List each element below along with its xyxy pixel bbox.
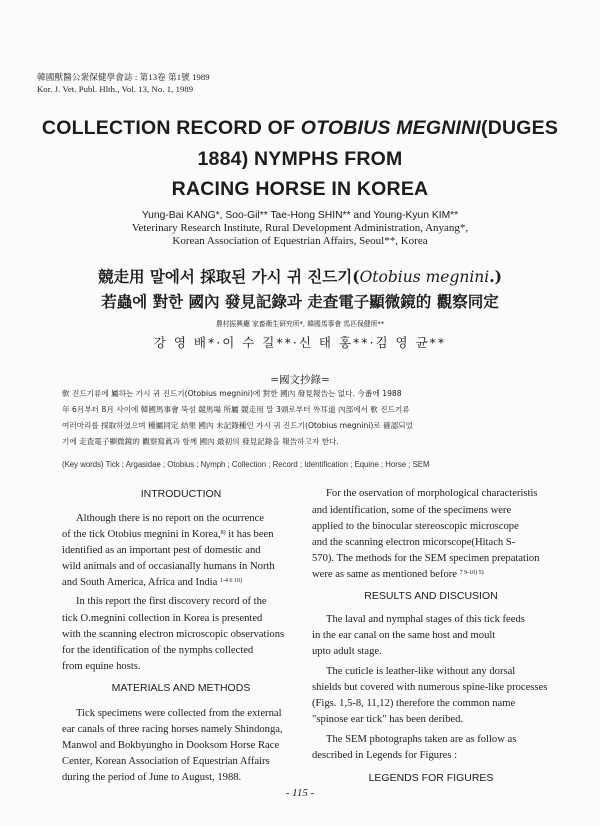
results-line: in the ear canal on the same host and moult (312, 630, 496, 641)
intro-line: tick O.megnini collection in Korea is presented (62, 613, 263, 624)
methods-line: Tick specimens were collected from the external (76, 708, 282, 719)
methods-line: ear canals of three racing horses namely Shindonga, (62, 724, 283, 735)
results-line: The cuticle is leather-like without any dorsal (326, 666, 516, 677)
author-list: Yung-Bai KANG*, Soo-Gil** Tae-Hong SHIN** and Young-Kyun KIM** (141, 210, 459, 221)
methods-cont-line: 570). The methods for the SEM specimen prepatation (312, 553, 540, 564)
methods-cont-line: applied to the binocular stereoscopic microscope (312, 521, 519, 532)
intro-line: wild animals and of occasianally humans in North (62, 561, 275, 572)
intro-line: from equine hosts. (62, 661, 141, 672)
journal-citation: Kor. J. Vet. Publ. Hlth., Vol. 13, No. 1, 1989 (37, 84, 194, 94)
korean-title-line-1: 競走用 말에서 採取된 가시 귀 진드기(Otobius megnini.) (98, 267, 502, 286)
methods-cont-line: For the oservation of morphological characteristis (326, 488, 538, 499)
methods-line: during the period of June to August, 1988. (62, 772, 242, 783)
results-heading: RESULTS AND DISCUSION (364, 590, 498, 602)
korean-author-list: 강 영 배*·이 수 길**·신 태 홍**·김 영 균** (153, 335, 447, 350)
results-line: described in Legends for Figures : (312, 750, 458, 761)
korean-abstract-heading: =國文抄錄= (270, 374, 330, 386)
korean-abstract-line-3: 여러마리를 採取하였으며 種屬同定 結果 國內 未記錄種인 가시 귀 진드기(Otobius megnini)로 確認되었 (62, 421, 413, 430)
results-line: "spinose ear tick" has been deribed. (312, 714, 464, 725)
affiliation-line-2: Korean Association of Equestrian Affairs, Seoul**, Korea (172, 235, 428, 247)
methods-heading: MATERIALS AND METHODS (111, 682, 251, 694)
results-line: shields but covered with numerous spine-like processes (312, 682, 548, 693)
results-line: The laval and nymphal stages of this tick feeds (326, 614, 525, 625)
results-line: (Figs. 1,5-8, 11,12) therefore the common name (312, 698, 516, 709)
journal-name-korean: 韓國獸醫公衆保健學會誌 : 第13卷 第1號 1989 (37, 72, 210, 82)
paper-title-line-3: RACING HORSE IN KOREA (171, 178, 429, 200)
results-line: The SEM photographs taken are as follow as (326, 734, 517, 745)
intro-line: with the scanning electron microscopic observations (62, 629, 285, 640)
intro-line: In this report the first discovery record of the (76, 596, 267, 607)
methods-cont-line: were as same as mentioned before $^{7 9-10) 5)}$ (312, 569, 484, 580)
methods-line: Manwol and Bokbyungho in Dooksom Horse Race (62, 740, 280, 751)
results-line: upto adult stage. (312, 646, 382, 657)
methods-cont-line: and identification, some of the specimens were (312, 505, 512, 516)
legends-heading: LEGENDS FOR FIGURES (368, 772, 494, 784)
affiliation-line-1: Veterinary Research Institute, Rural Development Administration, Anyang*, (131, 222, 469, 234)
methods-line: Center, Korean Association of Equestrian Affairs (62, 756, 270, 767)
introduction-heading: INTRODUCTION (140, 488, 222, 500)
korean-abstract-line-2: 年 6月부터 8月 사이에 韓國馬事會 뚝섬 競馬場 所屬 競走用 말 3頭로부터 外耳道 內部에서 軟 진드기류 (62, 405, 410, 414)
korean-abstract-line-1: 軟 진드기류에 屬하는 가시 귀 진드기(Otobius megnini)에 對한 國內 發見報告는 없다. 今番에 1988 (62, 389, 402, 398)
page-number: - 115 - (285, 787, 315, 799)
intro-line: Although there is no report on the ocurrence (76, 513, 264, 524)
paper-title-line-1: COLLECTION RECORD OF OTOBIUS MEGNINI(DUGES (41, 117, 559, 139)
korean-affiliation: 農村振興廳 家畜衛生研究所*, 韓國馬事會 馬匹保健所** (215, 320, 385, 328)
intro-line: and South America, Africa and India $^{1-4 6 10)}$ (62, 577, 242, 588)
korean-abstract-line-4: 기에 走査電子顯微鏡的 觀察寫眞과 함께 國內 最初의 發見記錄을 報告하고자 한다. (62, 437, 339, 446)
paper-title-line-2: 1884) NYMPHS FROM (197, 148, 403, 170)
keywords: (Key words) Tick ; Argasidae ; Otobius ; Nymph ; Collection ; Record ; Identification ; Equine ; Horse ; SEM (62, 460, 430, 469)
intro-line: identified as an important pest of domestic and (62, 545, 261, 556)
intro-line: for the identification of the nymphs collected (62, 645, 254, 656)
korean-title-line-2: 若蟲에 對한 國內 發見記錄과 走査電子顯微鏡的 觀察同定 (101, 292, 499, 311)
methods-cont-line: and the scanning electron micorscope(Hitach S- (312, 537, 516, 548)
intro-line: of the tick Otobius megnini in Korea,$^{8)}$ it has been (62, 529, 274, 540)
